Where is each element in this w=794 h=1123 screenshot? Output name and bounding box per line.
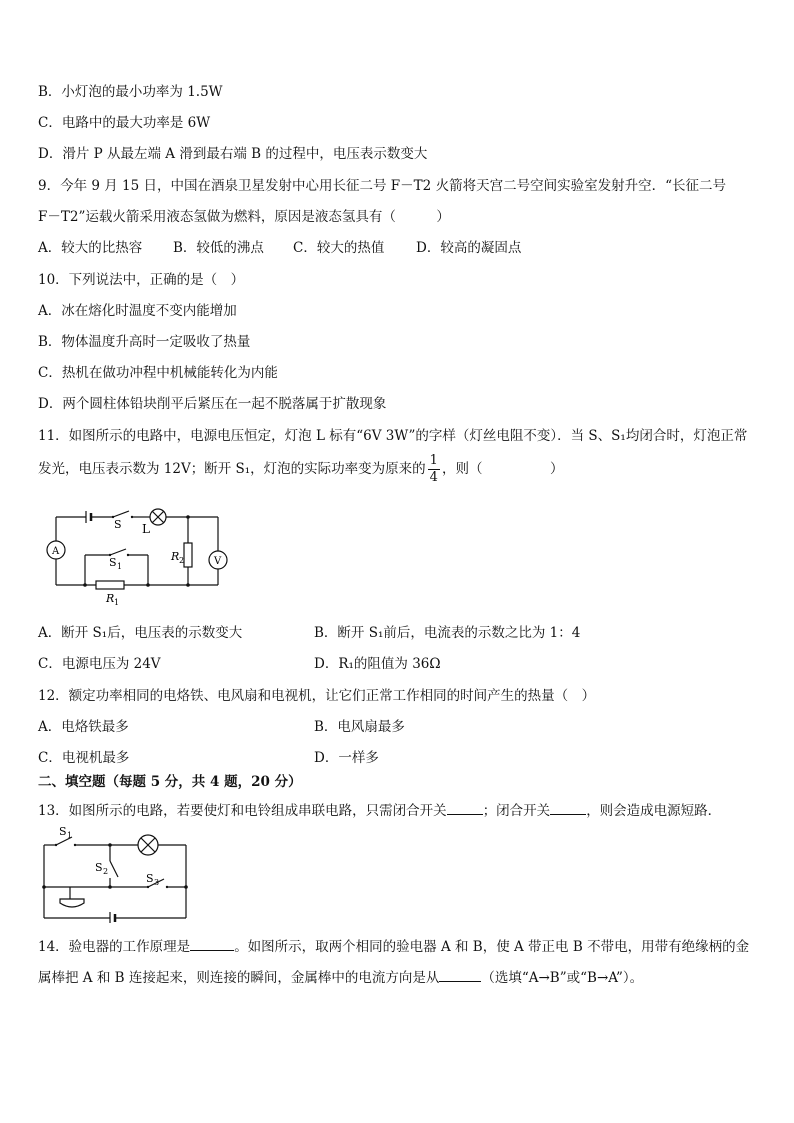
q13-stem — [38, 800, 721, 821]
q13-switch-s2-blade — [110, 861, 118, 877]
q13-circuit-diagram — [38, 823, 198, 923]
q11-switch-s-blade — [113, 511, 129, 517]
q12-option-a: A．电烙铁最多 — [38, 719, 129, 735]
q13-stem-part2: ；闭合开关 — [482, 803, 551, 819]
q14-blank-1[interactable] — [190, 936, 234, 951]
q13-label-s1-sub: 1 — [67, 831, 73, 840]
q10-option-b: B．物体温度升高时一定吸收了热量 — [38, 334, 251, 350]
q11-fraction-numerator: 1 — [429, 453, 438, 468]
q13-label-s3: S — [146, 872, 154, 885]
q13-label-s1: S — [59, 825, 67, 838]
q11-fraction — [428, 453, 440, 486]
q9-stem-line1: 9．今年 9 月 15 日，中国在酒泉卫星发射中心用长征二号 F－T2 火箭将天宫二号空间实验室发射升空．“长征二号 — [38, 178, 726, 194]
q11-label-r1: R — [106, 592, 115, 605]
q9-option-c: C．较大的热值 — [293, 240, 385, 256]
q11-resistor-r2 — [184, 543, 192, 567]
q13-label-s2: S — [95, 861, 103, 874]
q8-option-c: C．电路中的最大功率是 6W — [38, 115, 211, 131]
q13-bell-shape — [60, 899, 84, 907]
q11-fraction-denominator: 4 — [429, 470, 438, 485]
q11-stem-line1: 11．如图所示的电路中，电源电压恒定，灯泡 L 标有“6V 3W”的字样（灯丝电阻不变）．当 S、S₁均闭合时，灯泡正常 — [38, 428, 748, 444]
q11-label-s: S — [114, 518, 122, 531]
q11-label-s1-sub: 1 — [117, 562, 123, 571]
q12-option-c: C．电视机最多 — [38, 750, 130, 766]
q13-stem-part1: 13．如图所示的电路，若要使灯和电铃组成串联电路，只需闭合开关 — [38, 803, 447, 819]
section-2-title: 二、填空题（每题 5 分，共 4 题，20 分） — [38, 774, 302, 790]
q9-option-d: D．较高的凝固点 — [416, 240, 522, 256]
q11-label-s1: S — [109, 556, 117, 569]
q11-label-v: V — [214, 556, 222, 567]
q10-option-c: C．热机在做功冲程中机械能转化为内能 — [38, 365, 278, 381]
q11-label-r1-sub: 1 — [114, 598, 120, 607]
q11-label-r2: R — [171, 550, 180, 563]
q12-option-b: B．电风扇最多 — [314, 719, 405, 735]
q13-blank-1[interactable] — [447, 800, 483, 815]
q11-resistor-r1 — [96, 581, 124, 589]
q9-option-b: B．较低的沸点 — [173, 240, 264, 256]
q10-option-a: A．冰在熔化时温度不变内能增加 — [38, 303, 237, 319]
q14-blank-2[interactable] — [439, 967, 481, 982]
q10-stem: 10．下列说法中，正确的是（ ） — [38, 272, 245, 288]
q11-circuit-diagram — [40, 503, 240, 608]
q11-option-d: D．R₁的阻值为 36Ω — [314, 656, 441, 672]
q11-switch-s1-blade — [110, 549, 126, 555]
q11-option-b: B．断开 S₁前后，电流表的示数之比为 1：4 — [314, 625, 581, 641]
q9-option-a: A．较大的比热容 — [38, 240, 143, 256]
q14-line1 — [38, 936, 749, 957]
q14-line1-part2: 。如图所示，取两个相同的验电器 A 和 B，使 A 带正电 B 不带电，用带有绝缘柄的金 — [234, 939, 750, 955]
q9-stem-line2: F－T2”运载火箭采用液态氢做为燃料，原因是液态氢具有（ ） — [38, 209, 450, 225]
q11-label-a: A — [52, 546, 60, 557]
q14-line2-part2: （选填“A→B”或“B→A”）。 — [481, 970, 644, 986]
q11-label-r2-sub: 2 — [179, 556, 185, 565]
q12-option-d: D．一样多 — [314, 750, 379, 766]
q11-label-l: L — [142, 522, 150, 536]
q13-label-s3-sub: 3 — [154, 878, 160, 887]
q11-stem-line2 — [38, 450, 563, 488]
q14-line2 — [38, 967, 643, 988]
q11-stem-line2-end: ，则（ ） — [441, 461, 564, 477]
q14-line2-part1: 属棒把 A 和 B 连接起来，则连接的瞬间，金属棒中的电流方向是从 — [38, 970, 440, 986]
q14-line1-part1: 14．验电器的工作原理是 — [38, 939, 191, 955]
q10-option-d: D．两个圆柱体铅块削平后紧压在一起不脱落属于扩散现象 — [38, 396, 387, 412]
q8-option-d: D．滑片 P 从最左端 A 滑到最右端 B 的过程中，电压表示数变大 — [38, 146, 428, 162]
q12-stem: 12．额定功率相同的电烙铁、电风扇和电视机，让它们正常工作相同的时间产生的热量（ ） — [38, 688, 596, 704]
q13-stem-part3: ，则会造成电源短路． — [586, 803, 722, 819]
q8-option-b: B．小灯泡的最小功率为 1.5W — [38, 84, 223, 100]
q11-option-c: C．电源电压为 24V — [38, 656, 161, 672]
q11-option-a: A．断开 S₁后，电压表的示数变大 — [38, 625, 243, 641]
q11-stem-line2-text: 发光，电压表示数为 12V；断开 S₁，灯泡的实际功率变为原来的 — [38, 461, 426, 477]
q13-blank-2[interactable] — [550, 800, 586, 815]
q13-label-s2-sub: 2 — [103, 867, 109, 876]
